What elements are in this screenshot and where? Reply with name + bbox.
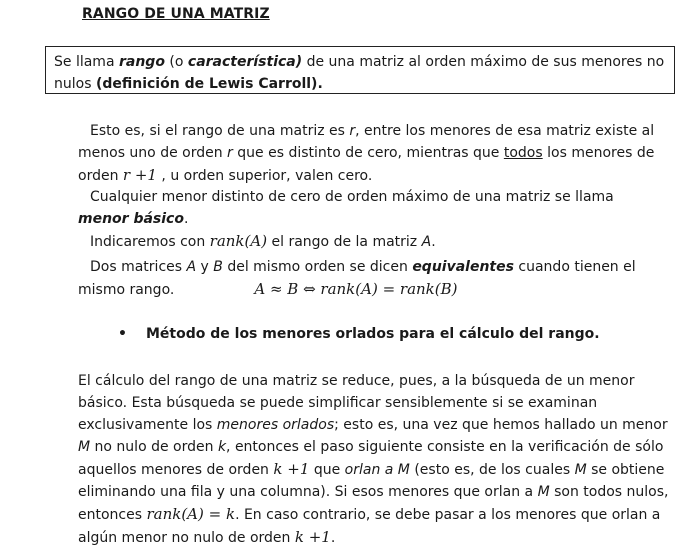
paragraph-rank-notation bbox=[78, 230, 668, 253]
text: Cualquier menor distinto de cero de orden máximo de una matriz se llama bbox=[90, 189, 614, 205]
formula-rank-equals-k: rank(A) = k bbox=[146, 505, 236, 523]
text: que es distinto de cero, mientras que bbox=[232, 145, 504, 161]
var-m: M bbox=[574, 462, 587, 478]
var-m: M bbox=[78, 439, 91, 455]
text: , entre los menores de esa matriz existe al menos uno de orden bbox=[78, 123, 655, 161]
formula-rank-a: rank(A) bbox=[209, 232, 268, 250]
var-r: r bbox=[349, 123, 356, 139]
section-heading-bullet bbox=[118, 326, 600, 342]
text: no nulo de orden bbox=[90, 439, 218, 455]
text: . bbox=[431, 234, 436, 250]
definition-text: Se llama bbox=[54, 54, 119, 70]
text: los menores de orden bbox=[78, 145, 655, 184]
definition-box bbox=[45, 46, 675, 94]
text: se obtiene eliminando una fila y una columna). Si esos menores que orlan a bbox=[78, 462, 665, 500]
text: Esto es, si el rango de una matriz es bbox=[90, 123, 350, 139]
var-k: k bbox=[217, 439, 227, 455]
formula-equivalence: A ≈ B ⇔ rank(A) = rank(B) bbox=[254, 280, 458, 298]
paragraph-menor-basico bbox=[78, 186, 668, 230]
formula-r-plus-1: r +1 bbox=[122, 166, 157, 184]
text: . En caso contrario, se debe pasar a los menores que orlan a algún menor no nulo de orden bbox=[78, 507, 661, 546]
page-title: RANGO DE UNA MATRIZ bbox=[82, 6, 270, 22]
text: son todos nulos, entonces bbox=[78, 484, 669, 523]
formula-k-plus-1: k +1 bbox=[273, 460, 310, 478]
term-equivalentes: equivalentes bbox=[412, 259, 514, 275]
var-r: r bbox=[227, 145, 233, 161]
text: , entonces el paso siguiente consiste en la verificación de sólo aquellos menores de orden bbox=[78, 439, 664, 478]
text: Dos matrices bbox=[90, 259, 187, 275]
var-m: M bbox=[537, 484, 550, 500]
formula-k-plus-1: k +1 bbox=[294, 528, 331, 546]
term-caracteristica: característica) bbox=[187, 54, 303, 70]
var-a: A bbox=[186, 259, 197, 275]
text: cuando tienen el mismo rango. bbox=[78, 259, 636, 298]
term-orlan-a-m: orlan a M bbox=[344, 462, 410, 478]
text: , u orden superior, valen cero. bbox=[156, 168, 373, 184]
underlined-todos: todos bbox=[503, 145, 543, 161]
text: El cálculo del rango de una matriz se reduce, pues, a la búsqueda de un menor básico. Esta búsqueda se puede simplificar sensiblemente si se examinan exclusivamente los bbox=[78, 373, 635, 433]
paragraph-rank-explanation bbox=[78, 120, 668, 187]
term-rango: rango bbox=[118, 54, 165, 70]
text: que bbox=[309, 462, 345, 478]
paragraph-menores-orlados bbox=[78, 370, 670, 549]
section-heading: Método de los menores orlados para el cálculo del rango. bbox=[146, 326, 600, 342]
text: ; esto es, una vez que hemos hallado un menor bbox=[334, 417, 668, 433]
term-menor-basico: menor básico bbox=[78, 211, 184, 227]
definition-text: (o bbox=[164, 54, 188, 70]
var-a: A bbox=[421, 234, 432, 250]
text: del mismo orden se dicen bbox=[222, 259, 413, 275]
text: el rango de la matriz bbox=[267, 234, 422, 250]
definition-text: de una matriz al orden máximo de sus menores no nulos bbox=[54, 54, 665, 92]
var-b: B bbox=[213, 259, 223, 275]
text: y bbox=[196, 259, 214, 275]
lewis-carroll-note: (definición de Lewis Carroll). bbox=[95, 76, 323, 92]
term-menores-orlados: menores orlados bbox=[216, 417, 335, 433]
text: (esto es, de los cuales bbox=[409, 462, 575, 478]
paragraph-equivalentes bbox=[78, 256, 668, 301]
text: . bbox=[183, 211, 189, 227]
bullet-icon: • bbox=[118, 326, 127, 342]
text: . bbox=[330, 530, 336, 546]
text: Indicaremos con bbox=[90, 234, 210, 250]
